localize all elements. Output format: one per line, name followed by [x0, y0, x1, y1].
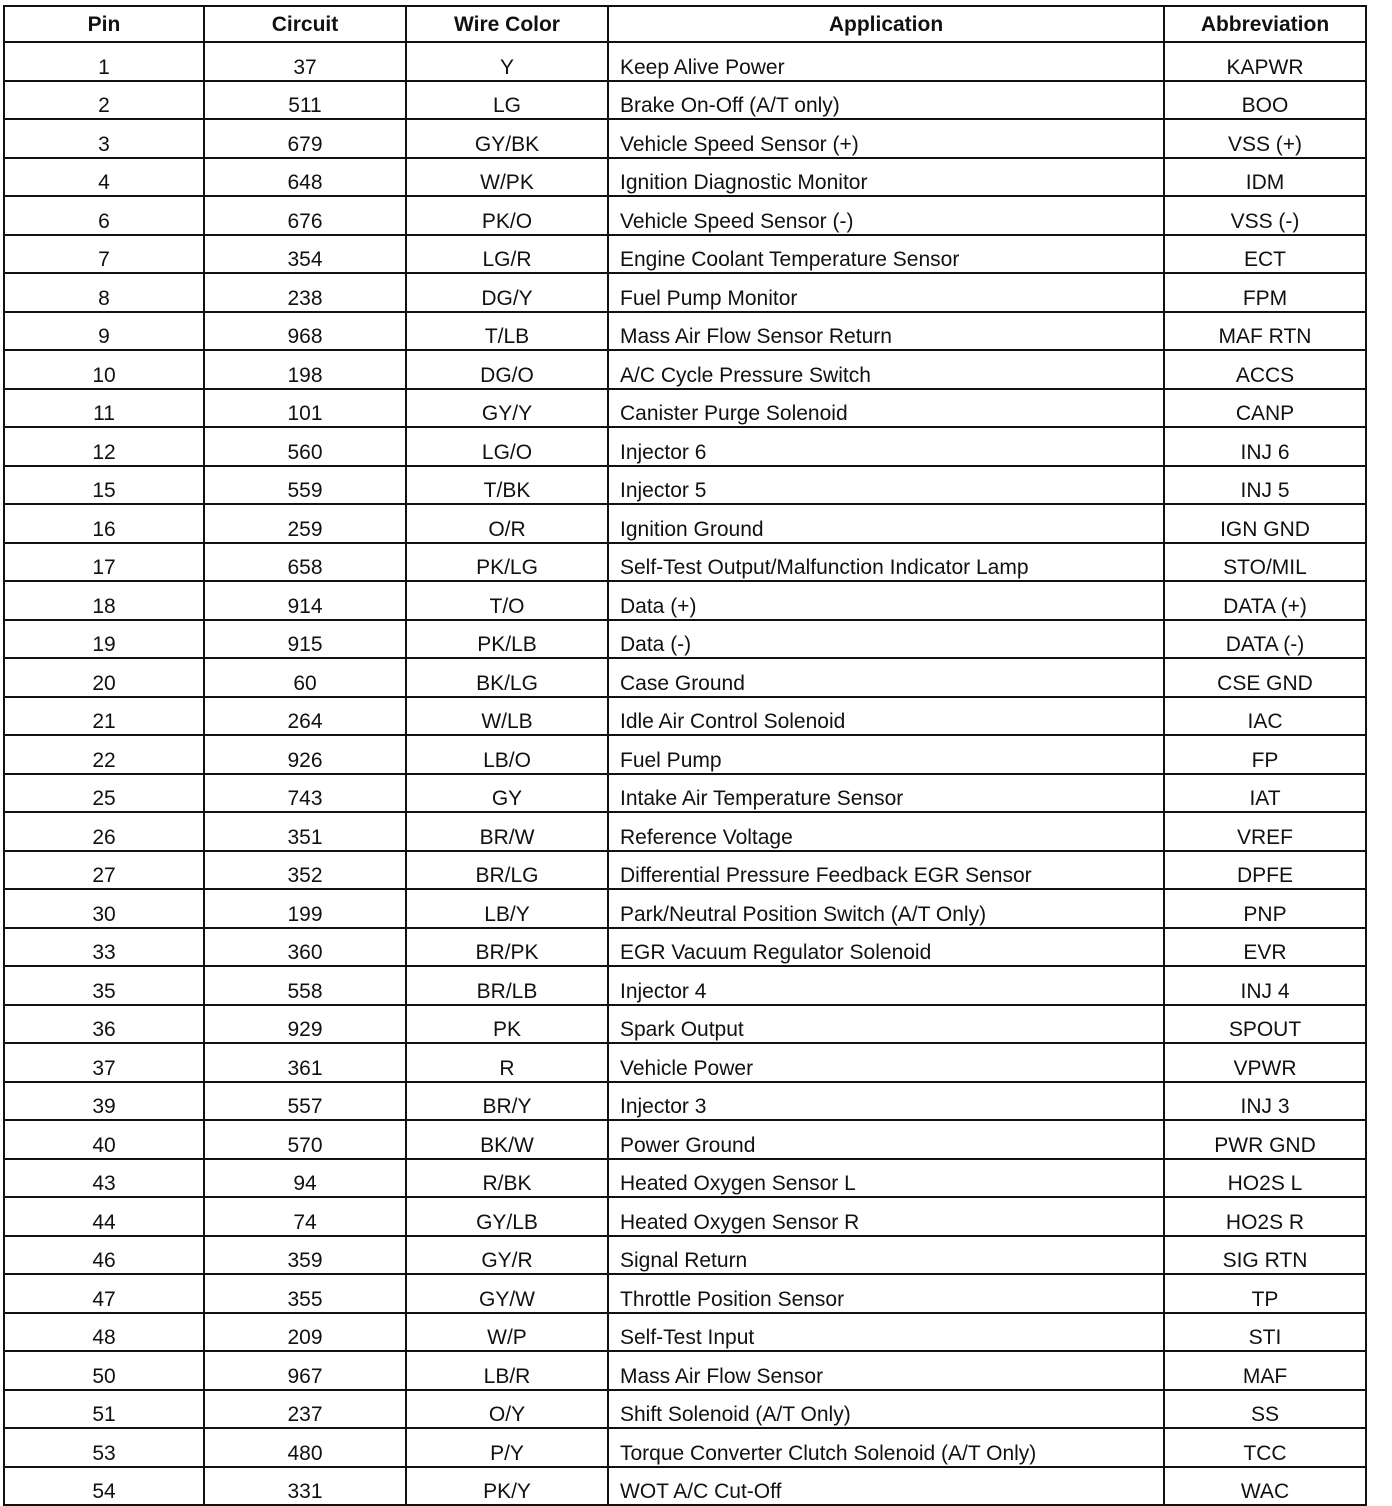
- table-row: [4, 620, 1366, 659]
- pin-cell: 2: [4, 81, 204, 120]
- application-cell: Intake Air Temperature Sensor: [608, 774, 1164, 813]
- table-row: [4, 1005, 1366, 1044]
- table-row: [4, 1351, 1366, 1390]
- abbreviation-cell: STO/MIL: [1164, 543, 1366, 582]
- abbreviation-cell: INJ 4: [1164, 966, 1366, 1005]
- wire-color-cell: W/P: [406, 1313, 608, 1352]
- pin-cell: 51: [4, 1390, 204, 1429]
- abbreviation-cell: FPM: [1164, 273, 1366, 312]
- table-row: [4, 658, 1366, 697]
- abbreviation-cell: VPWR: [1164, 1043, 1366, 1082]
- abbreviation-cell: FP: [1164, 735, 1366, 774]
- circuit-cell: 199: [204, 889, 406, 928]
- application-cell: Idle Air Control Solenoid: [608, 697, 1164, 736]
- circuit-cell: 914: [204, 581, 406, 620]
- abbreviation-cell: TCC: [1164, 1428, 1366, 1467]
- circuit-cell: 676: [204, 196, 406, 235]
- wire-color-cell: LG: [406, 81, 608, 120]
- pinout-table: [3, 5, 1367, 1506]
- application-cell: Vehicle Speed Sensor (+): [608, 119, 1164, 158]
- application-cell: Torque Converter Clutch Solenoid (A/T Only): [608, 1428, 1164, 1467]
- circuit-cell: 198: [204, 350, 406, 389]
- application-cell: Injector 6: [608, 427, 1164, 466]
- application-cell: Self-Test Input: [608, 1313, 1164, 1352]
- pin-cell: 3: [4, 119, 204, 158]
- pin-cell: 26: [4, 812, 204, 851]
- pin-cell: 50: [4, 1351, 204, 1390]
- application-cell: Heated Oxygen Sensor L: [608, 1159, 1164, 1198]
- wire-color-cell: BK/W: [406, 1120, 608, 1159]
- circuit-cell: 560: [204, 427, 406, 466]
- wire-color-cell: BR/Y: [406, 1082, 608, 1121]
- pin-cell: 17: [4, 543, 204, 582]
- table-row: [4, 1236, 1366, 1275]
- circuit-cell: 915: [204, 620, 406, 659]
- pin-cell: 25: [4, 774, 204, 813]
- abbreviation-cell: INJ 5: [1164, 466, 1366, 505]
- pinout-table-container: [3, 5, 1365, 1506]
- abbreviation-cell: ECT: [1164, 235, 1366, 274]
- application-cell: Engine Coolant Temperature Sensor: [608, 235, 1164, 274]
- wire-color-cell: GY/LB: [406, 1197, 608, 1236]
- abbreviation-cell: BOO: [1164, 81, 1366, 120]
- application-cell: Reference Voltage: [608, 812, 1164, 851]
- pin-cell: 36: [4, 1005, 204, 1044]
- circuit-cell: 238: [204, 273, 406, 312]
- circuit-cell: 658: [204, 543, 406, 582]
- wire-color-cell: BK/LG: [406, 658, 608, 697]
- application-cell: Signal Return: [608, 1236, 1164, 1275]
- circuit-cell: 355: [204, 1274, 406, 1313]
- circuit-cell: 360: [204, 928, 406, 967]
- wire-color-cell: PK/LB: [406, 620, 608, 659]
- abbreviation-cell: ACCS: [1164, 350, 1366, 389]
- table-row: [4, 697, 1366, 736]
- pin-cell: 9: [4, 312, 204, 351]
- application-cell: Injector 4: [608, 966, 1164, 1005]
- table-row: [4, 466, 1366, 505]
- circuit-cell: 359: [204, 1236, 406, 1275]
- abbreviation-cell: SS: [1164, 1390, 1366, 1429]
- abbreviation-cell: MAF RTN: [1164, 312, 1366, 351]
- wire-color-cell: O/R: [406, 504, 608, 543]
- table-row: [4, 42, 1366, 81]
- pin-cell: 53: [4, 1428, 204, 1467]
- abbreviation-cell: STI: [1164, 1313, 1366, 1352]
- circuit-cell: 74: [204, 1197, 406, 1236]
- circuit-cell: 354: [204, 235, 406, 274]
- header-pin: Pin: [4, 6, 204, 42]
- circuit-cell: 929: [204, 1005, 406, 1044]
- abbreviation-cell: IDM: [1164, 158, 1366, 197]
- application-cell: Park/Neutral Position Switch (A/T Only): [608, 889, 1164, 928]
- table-row: [4, 735, 1366, 774]
- circuit-cell: 259: [204, 504, 406, 543]
- abbreviation-cell: HO2S L: [1164, 1159, 1366, 1198]
- pin-cell: 39: [4, 1082, 204, 1121]
- application-cell: Mass Air Flow Sensor Return: [608, 312, 1164, 351]
- pin-cell: 40: [4, 1120, 204, 1159]
- circuit-cell: 37: [204, 42, 406, 81]
- abbreviation-cell: CANP: [1164, 389, 1366, 428]
- application-cell: Throttle Position Sensor: [608, 1274, 1164, 1313]
- application-cell: Shift Solenoid (A/T Only): [608, 1390, 1164, 1429]
- wire-color-cell: R: [406, 1043, 608, 1082]
- table-row: [4, 1043, 1366, 1082]
- header-application: Application: [608, 6, 1164, 42]
- application-cell: Spark Output: [608, 1005, 1164, 1044]
- pin-cell: 20: [4, 658, 204, 697]
- wire-color-cell: LB/O: [406, 735, 608, 774]
- table-row: [4, 1467, 1366, 1506]
- application-cell: Vehicle Power: [608, 1043, 1164, 1082]
- circuit-cell: 331: [204, 1467, 406, 1506]
- pin-cell: 6: [4, 196, 204, 235]
- pin-cell: 54: [4, 1467, 204, 1506]
- table-row: [4, 1197, 1366, 1236]
- circuit-cell: 570: [204, 1120, 406, 1159]
- abbreviation-cell: IGN GND: [1164, 504, 1366, 543]
- circuit-cell: 558: [204, 966, 406, 1005]
- table-row: [4, 1428, 1366, 1467]
- circuit-cell: 209: [204, 1313, 406, 1352]
- circuit-cell: 101: [204, 389, 406, 428]
- application-cell: Ignition Ground: [608, 504, 1164, 543]
- abbreviation-cell: PWR GND: [1164, 1120, 1366, 1159]
- table-row: [4, 1313, 1366, 1352]
- abbreviation-cell: TP: [1164, 1274, 1366, 1313]
- abbreviation-cell: DATA (-): [1164, 620, 1366, 659]
- pin-cell: 10: [4, 350, 204, 389]
- abbreviation-cell: EVR: [1164, 928, 1366, 967]
- pin-cell: 37: [4, 1043, 204, 1082]
- pin-cell: 19: [4, 620, 204, 659]
- application-cell: Brake On-Off (A/T only): [608, 81, 1164, 120]
- header-abbreviation: Abbreviation: [1164, 6, 1366, 42]
- circuit-cell: 559: [204, 466, 406, 505]
- abbreviation-cell: SPOUT: [1164, 1005, 1366, 1044]
- application-cell: Keep Alive Power: [608, 42, 1164, 81]
- abbreviation-cell: SIG RTN: [1164, 1236, 1366, 1275]
- abbreviation-cell: KAPWR: [1164, 42, 1366, 81]
- application-cell: Power Ground: [608, 1120, 1164, 1159]
- pin-cell: 8: [4, 273, 204, 312]
- abbreviation-cell: IAC: [1164, 697, 1366, 736]
- application-cell: Injector 3: [608, 1082, 1164, 1121]
- header-circuit: Circuit: [204, 6, 406, 42]
- table-row: [4, 889, 1366, 928]
- application-cell: Self-Test Output/Malfunction Indicator Lamp: [608, 543, 1164, 582]
- wire-color-cell: DG/Y: [406, 273, 608, 312]
- wire-color-cell: W/PK: [406, 158, 608, 197]
- pin-cell: 48: [4, 1313, 204, 1352]
- abbreviation-cell: VSS (+): [1164, 119, 1366, 158]
- table-row: [4, 851, 1366, 890]
- application-cell: Differential Pressure Feedback EGR Sensor: [608, 851, 1164, 890]
- table-row: [4, 1159, 1366, 1198]
- pin-cell: 1: [4, 42, 204, 81]
- wire-color-cell: PK/O: [406, 196, 608, 235]
- wire-color-cell: W/LB: [406, 697, 608, 736]
- application-cell: Mass Air Flow Sensor: [608, 1351, 1164, 1390]
- wire-color-cell: O/Y: [406, 1390, 608, 1429]
- wire-color-cell: GY/Y: [406, 389, 608, 428]
- circuit-cell: 511: [204, 81, 406, 120]
- wire-color-cell: T/O: [406, 581, 608, 620]
- circuit-cell: 679: [204, 119, 406, 158]
- abbreviation-cell: INJ 6: [1164, 427, 1366, 466]
- circuit-cell: 361: [204, 1043, 406, 1082]
- wire-color-cell: PK/Y: [406, 1467, 608, 1506]
- abbreviation-cell: MAF: [1164, 1351, 1366, 1390]
- wire-color-cell: GY/R: [406, 1236, 608, 1275]
- table-row: [4, 543, 1366, 582]
- circuit-cell: 557: [204, 1082, 406, 1121]
- abbreviation-cell: IAT: [1164, 774, 1366, 813]
- circuit-cell: 351: [204, 812, 406, 851]
- abbreviation-cell: VREF: [1164, 812, 1366, 851]
- pin-cell: 16: [4, 504, 204, 543]
- application-cell: Fuel Pump Monitor: [608, 273, 1164, 312]
- table-row: [4, 427, 1366, 466]
- pin-cell: 46: [4, 1236, 204, 1275]
- wire-color-cell: R/BK: [406, 1159, 608, 1198]
- circuit-cell: 264: [204, 697, 406, 736]
- table-row: [4, 1082, 1366, 1121]
- pin-cell: 7: [4, 235, 204, 274]
- application-cell: A/C Cycle Pressure Switch: [608, 350, 1164, 389]
- pin-cell: 43: [4, 1159, 204, 1198]
- pin-cell: 22: [4, 735, 204, 774]
- wire-color-cell: LB/Y: [406, 889, 608, 928]
- application-cell: Data (-): [608, 620, 1164, 659]
- abbreviation-cell: VSS (-): [1164, 196, 1366, 235]
- abbreviation-cell: CSE GND: [1164, 658, 1366, 697]
- table-row: [4, 235, 1366, 274]
- table-row: [4, 928, 1366, 967]
- wire-color-cell: P/Y: [406, 1428, 608, 1467]
- wire-color-cell: GY/BK: [406, 119, 608, 158]
- pin-cell: 4: [4, 158, 204, 197]
- wire-color-cell: GY/W: [406, 1274, 608, 1313]
- wire-color-cell: LG/O: [406, 427, 608, 466]
- table-row: [4, 1120, 1366, 1159]
- table-row: [4, 158, 1366, 197]
- circuit-cell: 480: [204, 1428, 406, 1467]
- abbreviation-cell: HO2S R: [1164, 1197, 1366, 1236]
- pin-cell: 35: [4, 966, 204, 1005]
- pin-cell: 15: [4, 466, 204, 505]
- circuit-cell: 648: [204, 158, 406, 197]
- wire-color-cell: BR/PK: [406, 928, 608, 967]
- wire-color-cell: PK: [406, 1005, 608, 1044]
- application-cell: Data (+): [608, 581, 1164, 620]
- wire-color-cell: DG/O: [406, 350, 608, 389]
- pin-cell: 21: [4, 697, 204, 736]
- abbreviation-cell: DPFE: [1164, 851, 1366, 890]
- abbreviation-cell: WAC: [1164, 1467, 1366, 1506]
- table-row: [4, 966, 1366, 1005]
- wire-color-cell: T/LB: [406, 312, 608, 351]
- application-cell: Injector 5: [608, 466, 1164, 505]
- pin-cell: 44: [4, 1197, 204, 1236]
- wire-color-cell: GY: [406, 774, 608, 813]
- header-row: [4, 6, 1366, 42]
- pin-cell: 27: [4, 851, 204, 890]
- table-row: [4, 312, 1366, 351]
- circuit-cell: 60: [204, 658, 406, 697]
- table-row: [4, 196, 1366, 235]
- wire-color-cell: LG/R: [406, 235, 608, 274]
- application-cell: Canister Purge Solenoid: [608, 389, 1164, 428]
- wire-color-cell: Y: [406, 42, 608, 81]
- wire-color-cell: BR/LG: [406, 851, 608, 890]
- circuit-cell: 743: [204, 774, 406, 813]
- pin-cell: 30: [4, 889, 204, 928]
- application-cell: Heated Oxygen Sensor R: [608, 1197, 1164, 1236]
- table-row: [4, 389, 1366, 428]
- wire-color-cell: T/BK: [406, 466, 608, 505]
- pin-cell: 12: [4, 427, 204, 466]
- abbreviation-cell: PNP: [1164, 889, 1366, 928]
- table-row: [4, 350, 1366, 389]
- table-row: [4, 812, 1366, 851]
- table-row: [4, 1274, 1366, 1313]
- application-cell: Ignition Diagnostic Monitor: [608, 158, 1164, 197]
- application-cell: Fuel Pump: [608, 735, 1164, 774]
- abbreviation-cell: DATA (+): [1164, 581, 1366, 620]
- wire-color-cell: LB/R: [406, 1351, 608, 1390]
- table-row: [4, 81, 1366, 120]
- circuit-cell: 352: [204, 851, 406, 890]
- table-row: [4, 273, 1366, 312]
- application-cell: Vehicle Speed Sensor (-): [608, 196, 1164, 235]
- wire-color-cell: BR/W: [406, 812, 608, 851]
- table-row: [4, 119, 1366, 158]
- table-row: [4, 774, 1366, 813]
- application-cell: EGR Vacuum Regulator Solenoid: [608, 928, 1164, 967]
- table-row: [4, 581, 1366, 620]
- wire-color-cell: BR/LB: [406, 966, 608, 1005]
- application-cell: Case Ground: [608, 658, 1164, 697]
- circuit-cell: 926: [204, 735, 406, 774]
- circuit-cell: 968: [204, 312, 406, 351]
- circuit-cell: 237: [204, 1390, 406, 1429]
- table-row: [4, 504, 1366, 543]
- pin-cell: 47: [4, 1274, 204, 1313]
- abbreviation-cell: INJ 3: [1164, 1082, 1366, 1121]
- pin-cell: 18: [4, 581, 204, 620]
- application-cell: WOT A/C Cut-Off: [608, 1467, 1164, 1506]
- wire-color-cell: PK/LG: [406, 543, 608, 582]
- header-wire-color: Wire Color: [406, 6, 608, 42]
- circuit-cell: 94: [204, 1159, 406, 1198]
- pin-cell: 33: [4, 928, 204, 967]
- table-row: [4, 1390, 1366, 1429]
- circuit-cell: 967: [204, 1351, 406, 1390]
- pin-cell: 11: [4, 389, 204, 428]
